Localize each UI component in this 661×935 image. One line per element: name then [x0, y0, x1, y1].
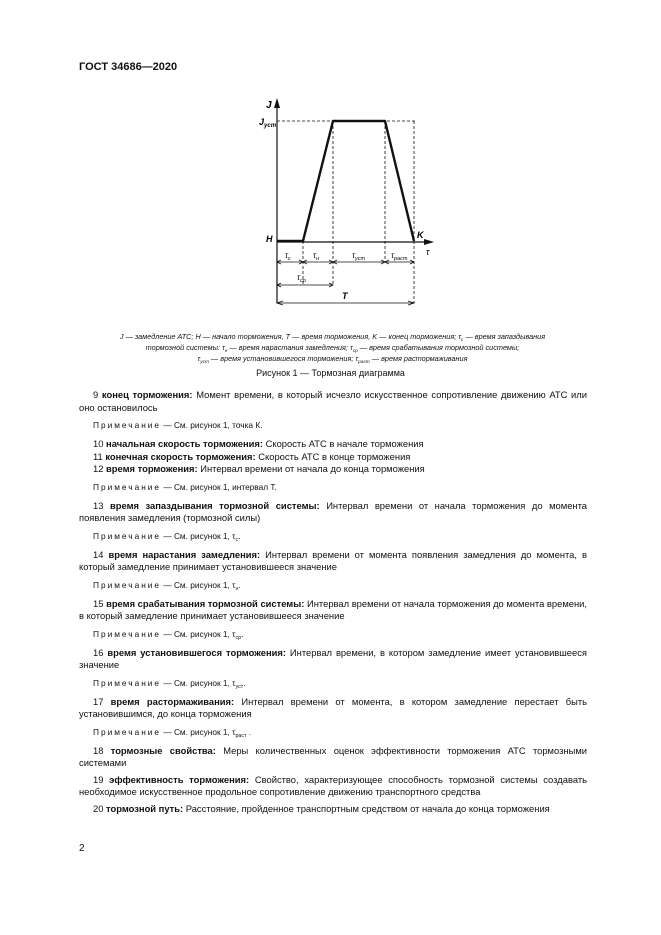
note-label: Примечание [93, 530, 162, 541]
figure-caption: Рисунок 1 — Тормозная диаграмма [256, 368, 405, 378]
note-sub: уст [235, 683, 244, 690]
definition-item [79, 463, 587, 476]
legend-text: — время срабатывания тормозной системы; [357, 343, 520, 352]
legend-sub: раст [358, 360, 370, 365]
legend-text: — время запаздывания [463, 332, 546, 341]
definition-item [79, 803, 587, 816]
note-sub: с [235, 536, 239, 543]
figure-legend [70, 331, 595, 364]
item-term: начальная скорость торможения: [106, 438, 263, 449]
definition-item [79, 451, 587, 464]
item-term: время растормаживания: [110, 695, 235, 707]
note-sub: н [235, 585, 239, 592]
item-term: эффективность торможения: [109, 773, 250, 785]
note [93, 580, 587, 591]
note-text: — См. рисунок 1, τ [161, 579, 236, 590]
item-term: время запаздывания тормозной системы: [109, 499, 320, 511]
note-text: — См. рисунок 1, τ [161, 530, 236, 541]
item-text: Интервал времени от начала торможения до момента времени, в который замедление принимает установившееся значение [79, 597, 587, 621]
item-text: Интервал времени, в котором замедление имеет установившееся значение [79, 646, 587, 670]
item-text: Скорость АТС в начале торможения [263, 438, 424, 449]
note-text: — См. рисунок 1, интервал Т. [161, 481, 277, 492]
note-sub: раст [235, 732, 247, 739]
legend-text: J — замедление АТС; H — начало торможения, T — время торможения, K — конец торможения; τ [119, 332, 462, 341]
item-number: 18 [93, 744, 104, 756]
note [93, 482, 587, 493]
item-term: время нарастания замедления: [108, 548, 261, 560]
braking-diagram [0, 0, 661, 330]
item-number: 15 [93, 597, 104, 609]
legend-sub: н [224, 349, 228, 354]
tau-rast-label: $\tau_{раст}$ [391, 251, 408, 262]
definition-item [79, 438, 587, 451]
tau-sr-label: $\tau_{ср}$ [297, 273, 306, 284]
item-number: 14 [93, 548, 104, 560]
point-h-label: H [266, 234, 273, 244]
note [93, 531, 587, 542]
item-text: Интервал времени от момента, в котором замедление перестает быть установившимся, до конца торможения [79, 695, 588, 719]
item-term: конец торможения: [101, 389, 193, 400]
note-label: Примечание [93, 420, 162, 430]
note-text: — См. рисунок 1, τ [161, 628, 236, 639]
item-number: 10 [93, 438, 104, 449]
item-term: время торможения: [106, 463, 198, 474]
item-number: 13 [93, 499, 104, 511]
legend-text: тормозной системы: τ [145, 343, 225, 352]
item-text: Скорость АТС в конце торможения [255, 450, 411, 462]
note-label: Примечание [93, 677, 162, 688]
legend-sub: уст [200, 360, 209, 365]
note-tail: . [238, 579, 241, 590]
y-steady-label: $J_{уст}$ [259, 117, 277, 129]
item-text: Интервал времени от начала до конца торможения [197, 463, 425, 474]
note [93, 420, 587, 431]
item-term: конечная скорость торможения: [105, 450, 256, 462]
note-tail: . [246, 726, 252, 737]
item-number: 16 [93, 646, 104, 658]
standard-header: ГОСТ 34686—2020 [79, 61, 178, 73]
axis-y-label: J [266, 100, 272, 111]
item-term: тормозной путь: [106, 802, 184, 814]
tau-ust-label: $\tau_{уст}$ [352, 251, 366, 262]
definition-item [79, 647, 587, 672]
x-axis-arrow [424, 239, 434, 245]
point-k-label: K [417, 230, 424, 240]
note-label: Примечание [93, 726, 162, 737]
item-number: 11 [93, 450, 103, 462]
legend-sub: с [461, 338, 464, 343]
item-number: 9 [93, 389, 99, 400]
note-text: — См. рисунок 1, τ [161, 726, 236, 737]
note [93, 727, 587, 738]
definition-item [79, 389, 587, 414]
definition-item [79, 500, 587, 525]
note-label: Примечание [93, 579, 162, 590]
item-text: Меры количественных оценок эффективности торможения АТС тормозными системами [79, 744, 588, 768]
deceleration-curve [277, 121, 414, 241]
item-text: Интервал времени от момента появления замедления до момента, в который замедление принимает установившееся значение [79, 548, 587, 572]
legend-text: — время установившегося торможения; τ [208, 354, 359, 363]
note [93, 629, 587, 640]
item-text: Момент времени, в который исчезло искусственное сопротивление движению АТС или оно остановилось [79, 389, 587, 413]
axis-x-label: τ [426, 247, 430, 257]
note-tail: . [238, 530, 241, 541]
note-sub: ср [235, 634, 242, 641]
note-text: — См. рисунок 1, точка К. [161, 420, 263, 430]
legend-text: — время растормаживания [369, 354, 468, 363]
item-term: время срабатывания тормозной системы: [106, 597, 305, 609]
page-number: 2 [79, 843, 85, 854]
tau-n-label: $\tau_н$ [313, 251, 320, 262]
legend-text: — время нарастания замедления; τ [227, 343, 353, 352]
definition-item [79, 696, 587, 721]
item-term: тормозные свойства: [110, 744, 216, 756]
note-label: Примечание [93, 481, 162, 492]
note-tail: . [241, 628, 244, 639]
definitions-list [79, 389, 587, 815]
note [93, 678, 587, 689]
item-number: 20 [93, 802, 104, 814]
legend-text: τ [197, 354, 201, 363]
item-text: Свойство, характеризующее способность тормозной системы создавать необходимое искусственное продольное сопротивление движению транспортного средства [79, 773, 588, 797]
item-number: 19 [93, 773, 104, 785]
item-number: 17 [93, 695, 104, 707]
note-tail: . [243, 677, 246, 688]
definition-item [79, 774, 587, 799]
definition-item [79, 598, 587, 623]
note-label: Примечание [93, 628, 162, 639]
item-number: 12 [93, 463, 104, 474]
tau-c-label: $\tau_с$ [285, 251, 291, 262]
item-text: Расстояние, пройденное транспортным средством от начала до конца торможения [183, 802, 550, 814]
definition-item [79, 549, 587, 574]
t-label: T [342, 291, 348, 301]
definition-item [79, 745, 587, 770]
note-text: — См. рисунок 1, τ [161, 677, 236, 688]
y-axis-arrow [274, 98, 280, 108]
legend-sub: ср [352, 349, 358, 354]
item-term: время установившегося торможения: [107, 646, 286, 658]
item-text: Интервал времени от начала торможения до момента появления замедления (тормозной силы) [79, 499, 587, 523]
